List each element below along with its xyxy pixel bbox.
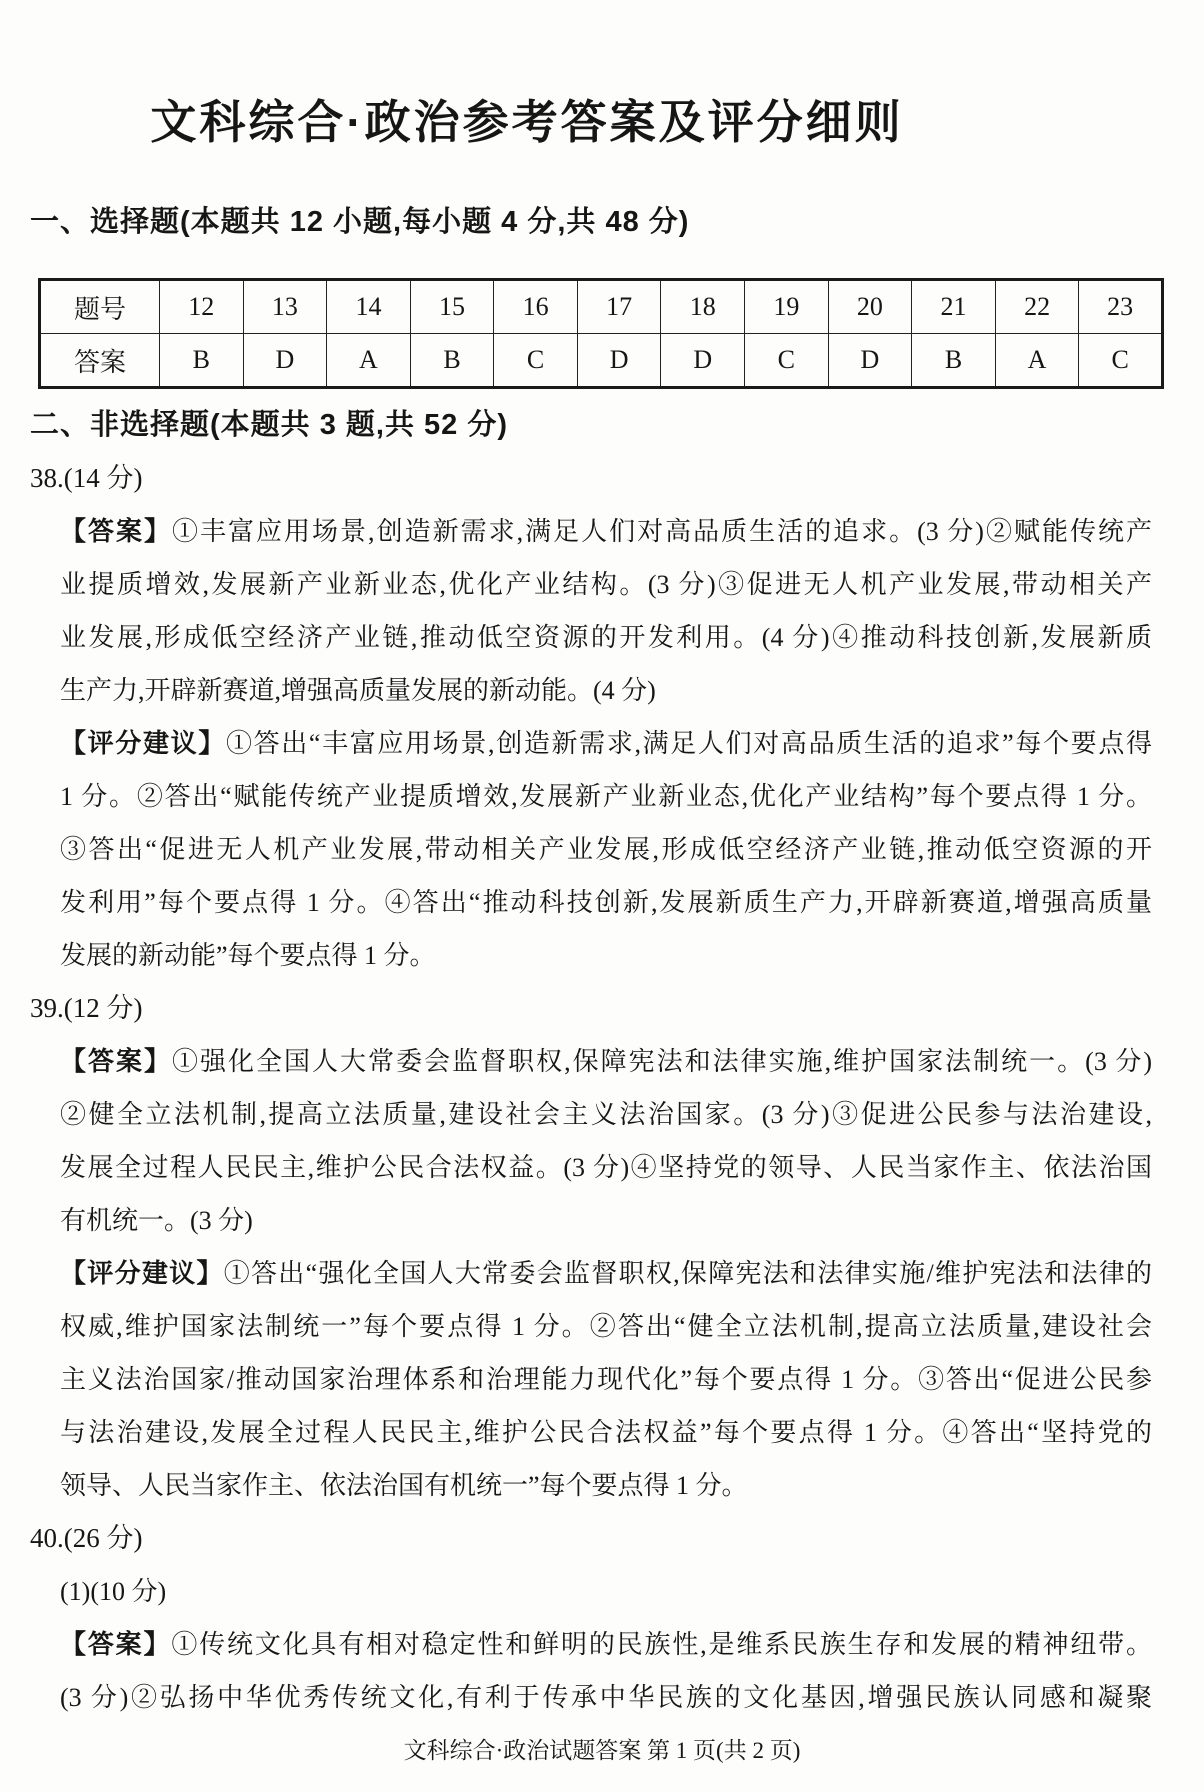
q38-answer-line: 生产力,开辟新赛道,增强高质量发展的新动能。(4 分) [60,676,656,705]
question-number-cell: 16 [494,280,578,334]
answer-tag: 【答案】 [60,1046,173,1076]
answer-cell: B [410,334,494,388]
q38-answer-line [60,505,1152,558]
answer-cell: C [745,334,829,388]
answer-cell: D [243,334,327,388]
q38-scoring-line: 1 分。②答出“赋能传统产业提质增效,发展新产业新业态,优化产业结构”每个要点得 1 分。 [60,782,1152,811]
answer-cell: D [577,334,661,388]
question-number-cell: 21 [912,280,996,334]
question-number-cell: 18 [661,280,745,334]
question-40-sub-label: (1)(10 分) [60,1577,167,1606]
answer-cell: D [828,334,912,388]
q39-scoring-text: ①答出“强化全国人大常委会监督职权,保障宪法和法律实施/维护宪法和法律的 [223,1259,1152,1288]
q38-answer-line: 业提质增效,发展新产业新业态,优化产业结构。(3 分)③促进无人机产业发展,带动相关产 [60,570,1152,599]
question-number-cell: 17 [577,280,661,334]
q39-scoring-line: 权威,维护国家法制统一”每个要点得 1 分。②答出“健全立法机制,提高立法质量,建设社会 [60,1312,1152,1341]
q39-scoring-line: 领导、人民当家作主、依法治国有机统一”每个要点得 1 分。 [60,1471,748,1500]
page-footer: 文科综合·政治试题答案 第 1 页(共 2 页) [403,1738,801,1763]
question-number-cell: 13 [243,280,327,334]
scoring-tag: 【评分建议】 [60,1258,224,1288]
question-number-cell: 23 [1079,280,1163,334]
table-row-question-numbers [40,280,1163,334]
section1-heading: 一、选择题(本题共 12 小题,每小题 4 分,共 48 分) [30,206,690,238]
answer-tag: 【答案】 [60,516,173,546]
answer-cell: C [494,334,578,388]
q38-scoring-line: ③答出“促进无人机产业发展,带动相关产业发展,形成低空经济产业链,推动低空资源的开 [60,835,1152,864]
q39-scoring-line: 主义法治国家/推动国家治理体系和治理能力现代化”每个要点得 1 分。③答出“促进公民参 [60,1365,1152,1394]
q39-answer-text: ①强化全国人大常委会监督职权,保障宪法和法律实施,维护国家法制统一。(3 分) [172,1047,1152,1076]
question-number-cell: 19 [745,280,829,334]
question-number-cell: 14 [327,280,411,334]
table-row-answers [40,334,1163,388]
answer-cell: A [327,334,411,388]
answer-cell: A [995,334,1079,388]
question-38-label: 38.(14 分) [30,463,143,493]
answer-cell: B [912,334,996,388]
answer-key-table [38,278,1164,389]
scoring-tag: 【评分建议】 [60,728,226,758]
q39-answer-line: ②健全立法机制,提高立法质量,建设社会主义法治国家。(3 分)③促进公民参与法治建设, [60,1100,1152,1129]
question-number-cell: 22 [995,280,1079,334]
q39-scoring-line [60,1247,1152,1300]
q39-answer-line: 有机统一。(3 分) [60,1206,253,1235]
q39-scoring-line: 与法治建设,发展全过程人民民主,维护公民合法权益”每个要点得 1 分。④答出“坚持党的 [60,1418,1152,1447]
answer-tag: 【答案】 [60,1629,172,1659]
q39-answer-line [60,1035,1152,1088]
answer-cell: B [160,334,244,388]
row-header-cell: 题号 [40,280,160,334]
question-40-label: 40.(26 分) [30,1523,143,1553]
q40-answer-line [60,1618,1152,1671]
question-39-label: 39.(12 分) [30,993,143,1023]
question-number-cell: 12 [160,280,244,334]
q38-scoring-line: 发利用”每个要点得 1 分。④答出“推动科技创新,发展新质生产力,开辟新赛道,增强高质量 [60,888,1152,917]
answer-cell: C [1079,334,1163,388]
q38-scoring-line [60,717,1152,770]
q40-answer-text: ①传统文化具有相对稳定性和鲜明的民族性,是维系民族生存和发展的精神纽带。 [171,1630,1152,1659]
q38-answer-line: 业发展,形成低空经济产业链,推动低空资源的开发利用。(4 分)④推动科技创新,发展新质 [60,623,1152,652]
question-number-cell: 20 [828,280,912,334]
q38-scoring-text: ①答出“丰富应用场景,创造新需求,满足人们对高品质生活的追求”每个要点得 [225,729,1152,758]
answer-cell: D [661,334,745,388]
page-title: 文科综合·政治参考答案及评分细则 [150,96,904,148]
q39-answer-line: 发展全过程人民民主,维护公民合法权益。(3 分)④坚持党的领导、人民当家作主、依法治国 [60,1153,1152,1182]
q38-answer-text: ①丰富应用场景,创造新需求,满足人们对高品质生活的追求。(3 分)②赋能传统产 [172,517,1152,546]
section2-heading: 二、非选择题(本题共 3 题,共 52 分) [30,409,508,441]
question-number-cell: 15 [410,280,494,334]
q38-scoring-line: 发展的新动能”每个要点得 1 分。 [60,941,436,970]
q40-answer-line: (3 分)②弘扬中华优秀传统文化,有利于传承中华民族的文化基因,增强民族认同感和凝聚 [60,1683,1152,1712]
row-header-cell: 答案 [40,334,160,388]
